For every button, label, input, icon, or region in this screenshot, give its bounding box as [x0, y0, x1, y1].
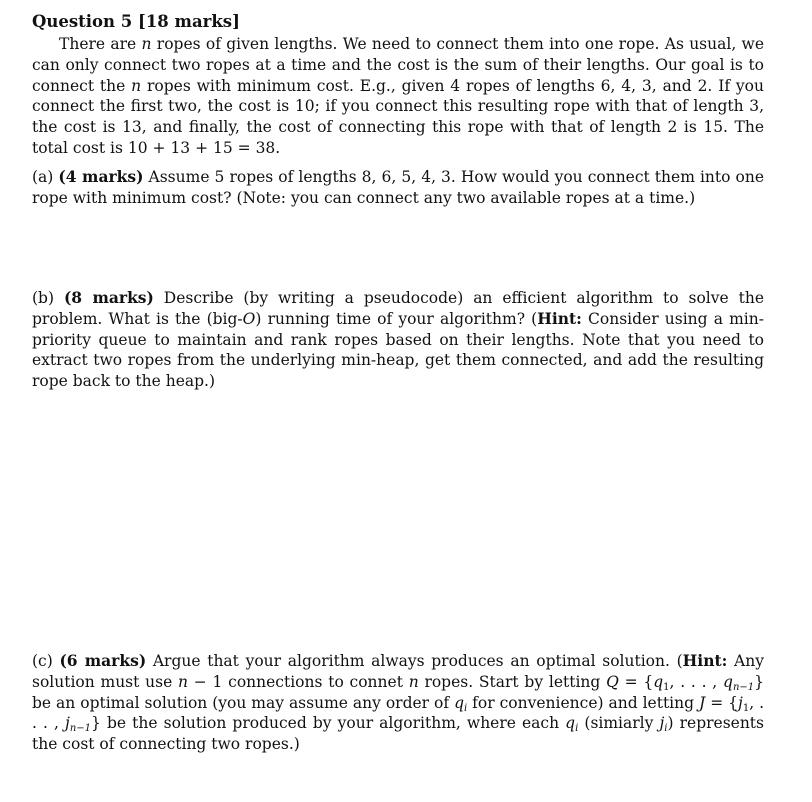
part-b-label: (b) [32, 289, 55, 307]
part-a-label: (a) [32, 167, 54, 186]
part-b-marks: (8 marks) [63, 288, 154, 307]
question-page [32, 10, 764, 754]
part-a-text: Assume 5 ropes of lengths 8, 6, 5, 4, 3. How would you connect them into one rope with minimum cost? (Note: you can connect any two available ropes at a time.) [32, 167, 764, 207]
part-a-marks: (4 marks) [58, 166, 144, 186]
part-c: (c) (6 marks) Argue that your algorithm always produces an optimal solution. (Hint: Any solution must use n − 1 connections to connet n ropes. Start by letting $Q = \{q_1$, . . . , $q_{n-1}$} be an optimal solution (you may assume any order of $q_i$ for convenience) and letting $J = \{j_1$, . . . , $j_{n-1}$} be the solution produced by your algorithm, where each $q_i$ (simiarly $j_i$) represents the cost of connecting two ropes.) [32, 651, 764, 754]
question-intro: There are n ropes of given lengths. We need to connect them into one rope. As usual, we can only connect two ropes at a time and the cost is the sum of their lengths. Our goal is to connect the n ropes with minimum cost. E.g., given 4 ropes of lengths 6, 4, 3, and 2. If you connect the first two, the cost is 10; if you connect this resulting rope with that of length 3, the cost is 13, and finally, the cost of connecting this rope with that of length 2 is 15. The total cost is 10 + 13 + 15 = 38. [32, 35, 764, 157]
question-title: Question 5 [18 marks] [32, 12, 240, 31]
part-a [32, 167, 764, 209]
part-c-marks: (6 marks) [59, 651, 147, 670]
part-b: (b) (8 marks) Describe (by writing a pseudocode) an efficient algorithm to solve the problem. What is the (big-O) running time of your algorithm? (Hint: Consider using a min-priority queue to maintain and rank ropes based on their lengths. Note that you need to extract two ropes from the underlying min-heap, get them connected, and add the resulting rope back to the heap.) [32, 288, 764, 391]
part-c-label: (c) [32, 652, 53, 670]
